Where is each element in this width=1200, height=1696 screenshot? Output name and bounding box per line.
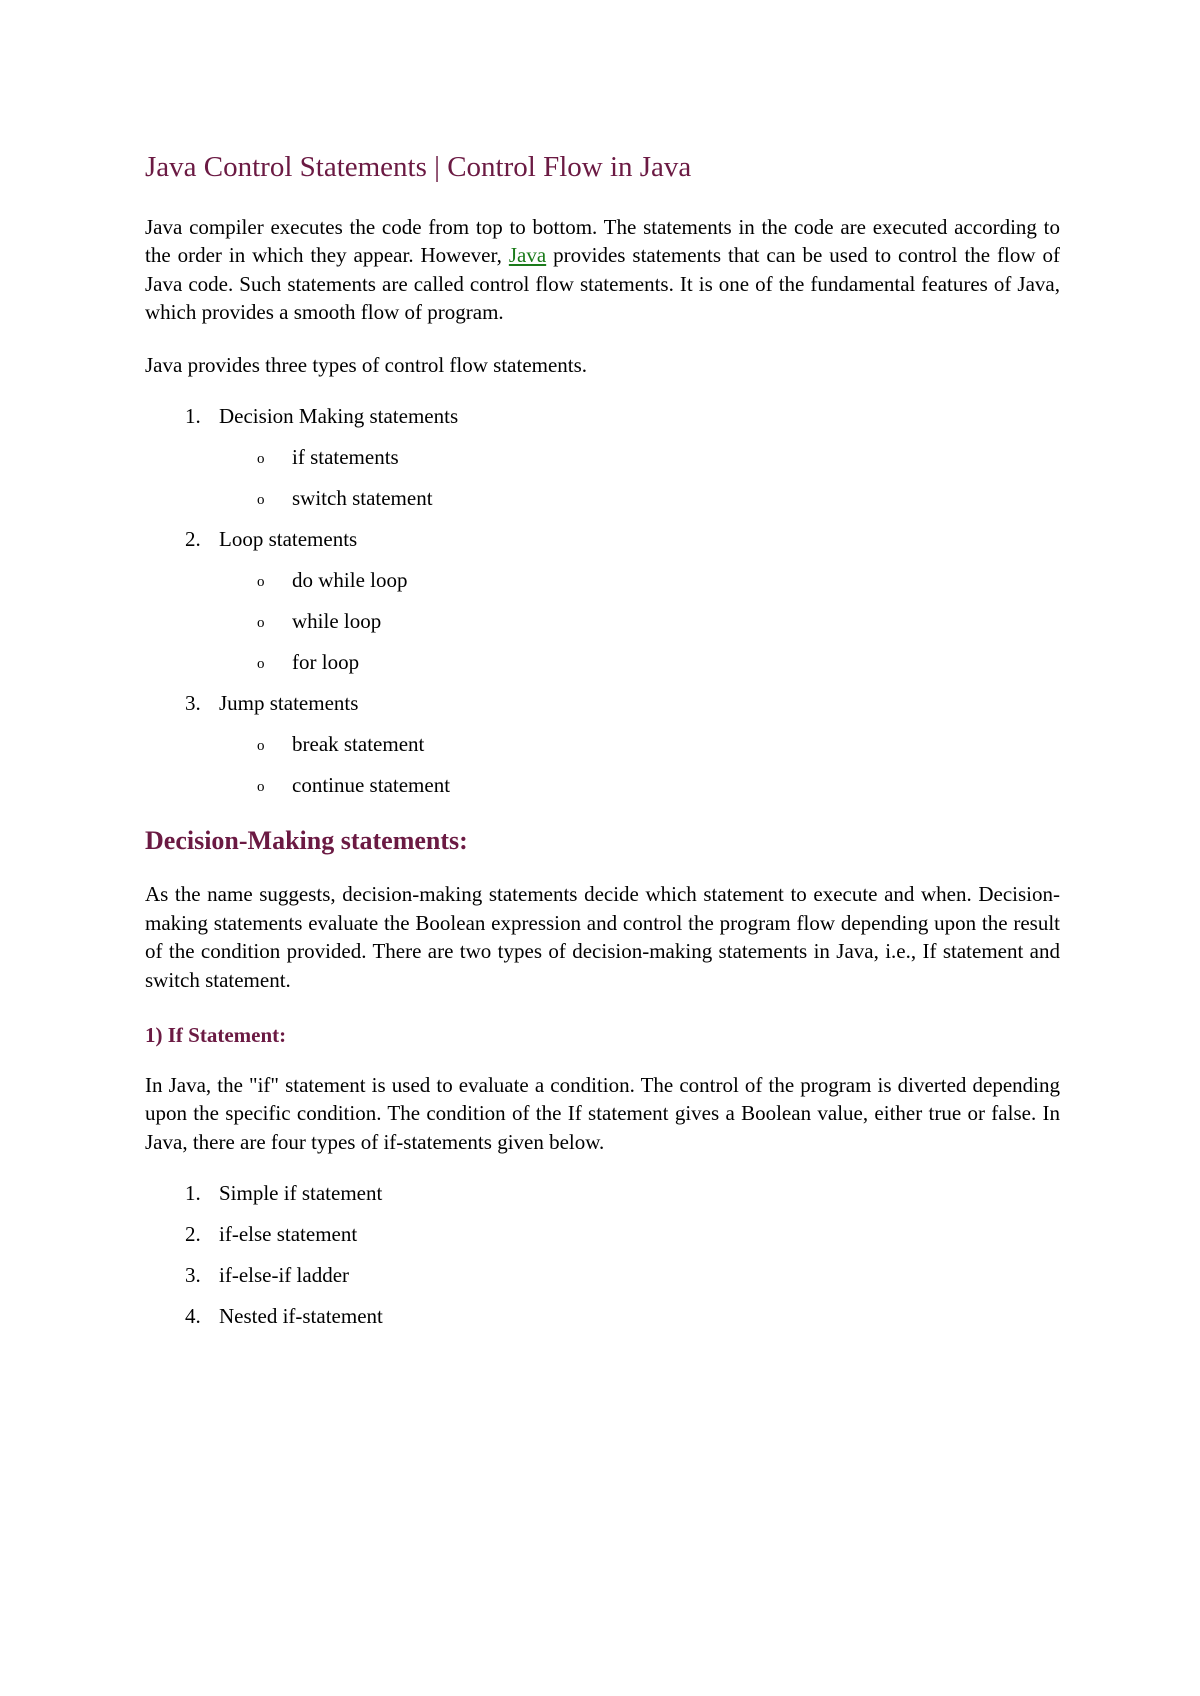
list-item-decision (145, 402, 1060, 430)
if-statement-paragraph: In Java, the "if" statement is used to evaluate a condition. The control of the program is diverted depending upon the specific condition. The condition of the If statement gives a Boolean value, either true or false. In Java, there are four types of if-statements given below. (145, 1072, 1060, 1154)
list-item-label: Decision Making statements (219, 404, 459, 429)
sub-item-label: switch statement (292, 486, 433, 511)
list-item-label: Nested if-statement (219, 1304, 383, 1329)
sub-list-item (145, 484, 1060, 512)
list-item (145, 1220, 1060, 1248)
if-types-list (145, 1179, 1060, 1330)
list-item (145, 1261, 1060, 1289)
bullet-icon: o (257, 574, 265, 591)
list-item-jump (145, 689, 1060, 717)
sub-list-item (145, 566, 1060, 594)
sub-item-label: for loop (292, 650, 360, 675)
list-number: 1. (185, 1181, 201, 1206)
decision-making-paragraph: As the name suggests, decision-making statements decide which statement to execute and when. Decision-making statements evaluate the Boolean expression and control the program flow depending upon the result of the condition provided. There are two types of decision-making statements in Java, i.e., If statement and switch statement. (145, 882, 1060, 992)
sublist-loop (145, 566, 1060, 676)
java-link[interactable]: Java (508, 243, 547, 268)
sub-item-label: do while loop (292, 568, 408, 593)
types-intro: Java provides three types of control flow statements. (145, 352, 588, 377)
list-item-label: if-else statement (219, 1222, 358, 1247)
list-item-loop (145, 525, 1060, 553)
bullet-icon: o (257, 656, 265, 673)
intro-text-end: provides statements that can be used to control the flow of Java code. Such statements are called control flow statements. It is one of the fundamental features of Java, which provides a smooth flow of program. (145, 243, 1060, 325)
list-item-label: Simple if statement (219, 1181, 383, 1206)
bullet-icon: o (257, 738, 265, 755)
list-item-label: Loop statements (219, 527, 358, 552)
sub-list-item (145, 648, 1060, 676)
list-item (145, 1179, 1060, 1207)
list-item-label: if-else-if ladder (219, 1263, 350, 1288)
list-number: 4. (185, 1304, 201, 1329)
list-number: 3. (185, 691, 201, 716)
document-content (145, 150, 1060, 1330)
control-types-list (145, 402, 1060, 799)
list-number: 1. (185, 404, 201, 429)
bullet-icon: o (257, 615, 265, 632)
sub-list-item (145, 730, 1060, 758)
sub-item-label: break statement (292, 732, 425, 757)
page-title: Java Control Statements | Control Flow in Java (145, 151, 692, 183)
sub-item-label: while loop (292, 609, 382, 634)
intro-paragraph (145, 213, 1060, 327)
if-statement-heading: 1) If Statement: (145, 1023, 287, 1048)
list-number: 2. (185, 1222, 201, 1247)
sub-list-item (145, 771, 1060, 799)
list-item-label: Jump statements (219, 691, 359, 716)
sublist-decision (145, 443, 1060, 512)
list-number: 3. (185, 1263, 201, 1288)
list-number: 2. (185, 527, 201, 552)
list-item (145, 1302, 1060, 1330)
intro-text-start: Java compiler executes the code from top to bottom. The statements in the code are executed according to the order in which they appear. However, (145, 214, 1060, 268)
sub-list-item (145, 607, 1060, 635)
bullet-icon: o (257, 451, 265, 468)
decision-making-heading: Decision-Making statements: (145, 826, 468, 856)
sub-list-item (145, 443, 1060, 471)
bullet-icon: o (257, 492, 265, 509)
bullet-icon: o (257, 779, 265, 796)
sub-item-label: if statements (292, 445, 399, 470)
sub-item-label: continue statement (292, 773, 451, 798)
sublist-jump (145, 730, 1060, 799)
